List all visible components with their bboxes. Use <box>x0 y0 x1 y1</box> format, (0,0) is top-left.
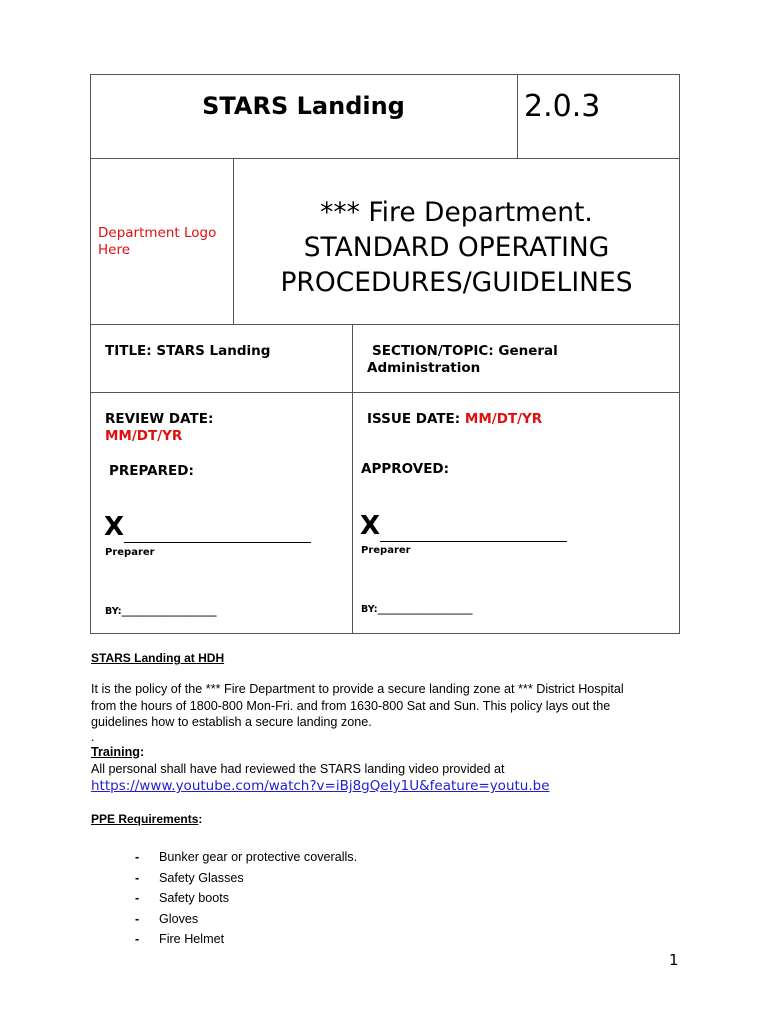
ppe-list <box>135 847 357 950</box>
department-heading <box>234 195 679 300</box>
ppe-heading-colon: : <box>198 812 203 826</box>
preparer-caption-left: Preparer <box>105 547 155 558</box>
bullet-dash: - <box>135 932 140 946</box>
doc-title: STARS Landing <box>202 92 405 120</box>
department-heading-line2: STANDARD OPERATING <box>303 232 610 263</box>
policy-dot: . <box>91 729 95 744</box>
list-item <box>135 929 357 950</box>
training-heading-colon: : <box>139 745 145 759</box>
list-item <box>135 868 357 889</box>
ppe-heading <box>91 812 202 826</box>
signature-line-right <box>380 541 567 542</box>
prepared-label: PREPARED: <box>109 463 194 479</box>
ppe-item-safety-glasses: Safety Glasses <box>159 870 244 885</box>
bullet-dash: - <box>135 891 140 905</box>
list-item <box>135 847 357 868</box>
list-item <box>135 888 357 909</box>
ppe-item-bunker-gear: Bunker gear or protective coveralls. <box>159 850 358 864</box>
section-topic-line1: SECTION/TOPIC: General <box>372 343 558 359</box>
logo-placeholder-line2: Here <box>98 242 131 258</box>
policy-line2: from the hours of 1800-800 Mon-Fri. and from 1630-800 Sat and Sun. This policy lays out the <box>91 698 611 713</box>
policy-line1: It is the policy of the *** Fire Department to provide a secure landing zone at *** District Hospital <box>91 682 624 696</box>
signature-x-left: X <box>104 512 125 542</box>
department-heading-line1: *** Fire Department. <box>320 197 593 228</box>
ppe-item-fire-helmet: Fire Helmet <box>159 932 225 946</box>
signature-x-right: X <box>360 511 381 541</box>
page-number: 1 <box>669 951 679 969</box>
section-topic-line2: Administration <box>367 360 481 376</box>
title-field: TITLE: STARS Landing <box>105 343 271 359</box>
review-date-field <box>105 411 213 445</box>
signature-line-left <box>124 542 311 543</box>
training-video-link[interactable]: https://www.youtube.com/watch?v=iBj8gQeIy1U&feature=youtu.be <box>91 778 550 794</box>
logo-placeholder <box>98 225 216 259</box>
training-text: All personal shall have had reviewed the STARS landing video provided at <box>91 762 505 776</box>
by-line-right: BY:____________________ <box>361 604 473 615</box>
approved-label: APPROVED: <box>361 461 450 477</box>
department-heading-line3: PROCEDURES/GUIDELINES <box>280 267 633 298</box>
bullet-dash: - <box>135 870 140 885</box>
review-date-value: MM/DT/YR <box>105 428 183 444</box>
issue-date-value: MM/DT/YR <box>464 411 543 427</box>
policy-paragraph <box>91 681 624 743</box>
ppe-item-safety-boots: Safety boots <box>159 891 230 905</box>
by-line-left: BY:____________________ <box>105 606 217 617</box>
version-number: 2.0.3 <box>524 89 601 124</box>
ppe-heading-text: PPE Requirements <box>91 812 199 826</box>
issue-date-field <box>367 411 542 427</box>
section-heading: STARS Landing at HDH <box>91 651 225 665</box>
training-heading-text: Training <box>91 745 140 759</box>
issue-date-label: ISSUE DATE: <box>367 411 465 427</box>
ppe-item-gloves: Gloves <box>159 911 199 926</box>
policy-line3: guidelines how to establish a secure landing zone. <box>91 715 372 729</box>
training-heading <box>91 745 144 759</box>
bullet-dash: - <box>135 850 140 864</box>
list-item <box>135 909 357 930</box>
bullet-dash: - <box>135 911 140 926</box>
review-date-label: REVIEW DATE: <box>105 411 214 427</box>
section-topic-field <box>367 343 558 377</box>
preparer-caption-right: Preparer <box>361 545 411 556</box>
logo-placeholder-line1: Department Logo <box>98 225 217 241</box>
